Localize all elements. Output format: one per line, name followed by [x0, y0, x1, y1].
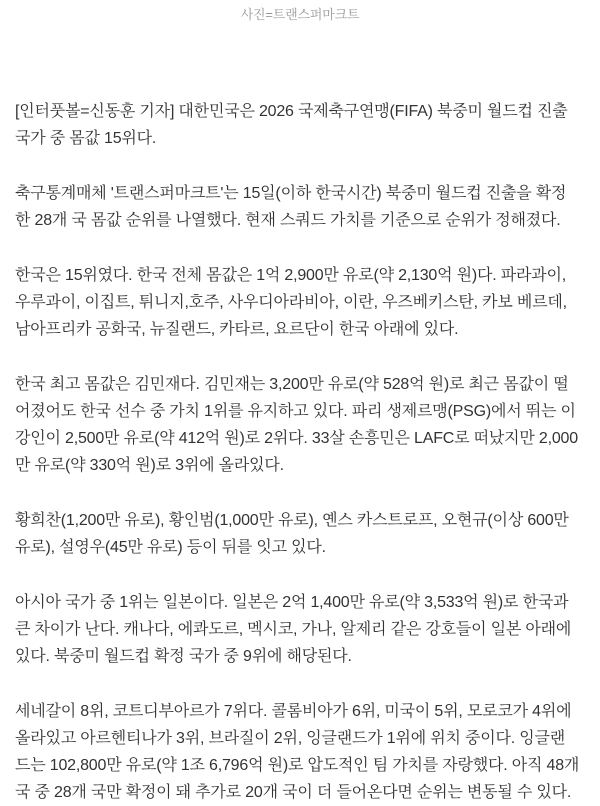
article-paragraph: [인터풋볼=신동훈 기자] 대한민국은 2026 국제축구연맹(FIFA) 북중미 월드컵 진출 국가 중 몸값 15위다. [15, 103, 568, 147]
article-body [0, 98, 600, 806]
article-paragraph: 축구통계매체 '트랜스퍼마크트'는 15일(이하 한국시간) 북중미 월드컵 진출을 확정한 28개 국 몸값 순위를 나열했다. 현재 스쿼드 가치를 기준으로 순위가 정해졌다. [15, 185, 567, 229]
article-paragraph: 아시아 국가 중 1위는 일본이다. 일본은 2억 1,400만 유로(약 3,533억 원)로 한국과 큰 차이가 난다. 캐나다, 에콰도르, 멕시코, 가나, 알제리 같은 강호들이 일본 아래에 있다. 북중미 월드컵 확정 국가 중 9위에 해당된다. [15, 594, 572, 665]
article-paragraph: 한국 최고 몸값은 김민재다. 김민재는 3,200만 유로(약 528억 원)로 최근 몸값이 떨어졌어도 한국 선수 중 가치 1위를 유지하고 있다. 파리 생제르맹(PSG)에서 뛰는 이강인이 2,500만 유로(약 412억 원)로 2위다. 33살 손흥민은 LAFC로 떠났지만 2,000만 유로(약 330억 원)로 3위에 올라있다. [15, 376, 578, 474]
photo-caption: 사진=트랜스퍼마크트 [240, 7, 360, 22]
article-paragraph: 세네갈이 8위, 코트디부아르가 7위다. 콜롬비아가 6위, 미국이 5위, 모로코가 4위에 올라있고 아르헨티나가 3위, 브라질이 2위, 잉글랜드가 1위에 위치 중이다. 잉글랜드는 102,800만 유로(약 1조 6,796억 원)로 압도적인 팀 가치를 자랑했다. 아직 48개 국 중 28개 국만 확정이 돼 추가로 20개 국이 더 들어온다면 순위는 변동될 수 있다. [15, 703, 580, 801]
article-paragraph: 한국은 15위였다. 한국 전체 몸값은 1억 2,900만 유로(약 2,130억 원)다. 파라과이, 우루과이, 이집트, 튀니지,호주, 사우디아라비아, 이란, 우즈베키스탄, 카보 베르데, 남아프리카 공화국, 뉴질랜드, 카타르, 요르단이 한국 아래에 있다. [15, 267, 567, 338]
article-paragraph: 황희찬(1,200만 유로), 황인범(1,000만 유로), 옌스 카스트로프, 오현규(이상 600만 유로), 설영우(45만 유로) 등이 뒤를 잇고 있다. [15, 512, 569, 556]
